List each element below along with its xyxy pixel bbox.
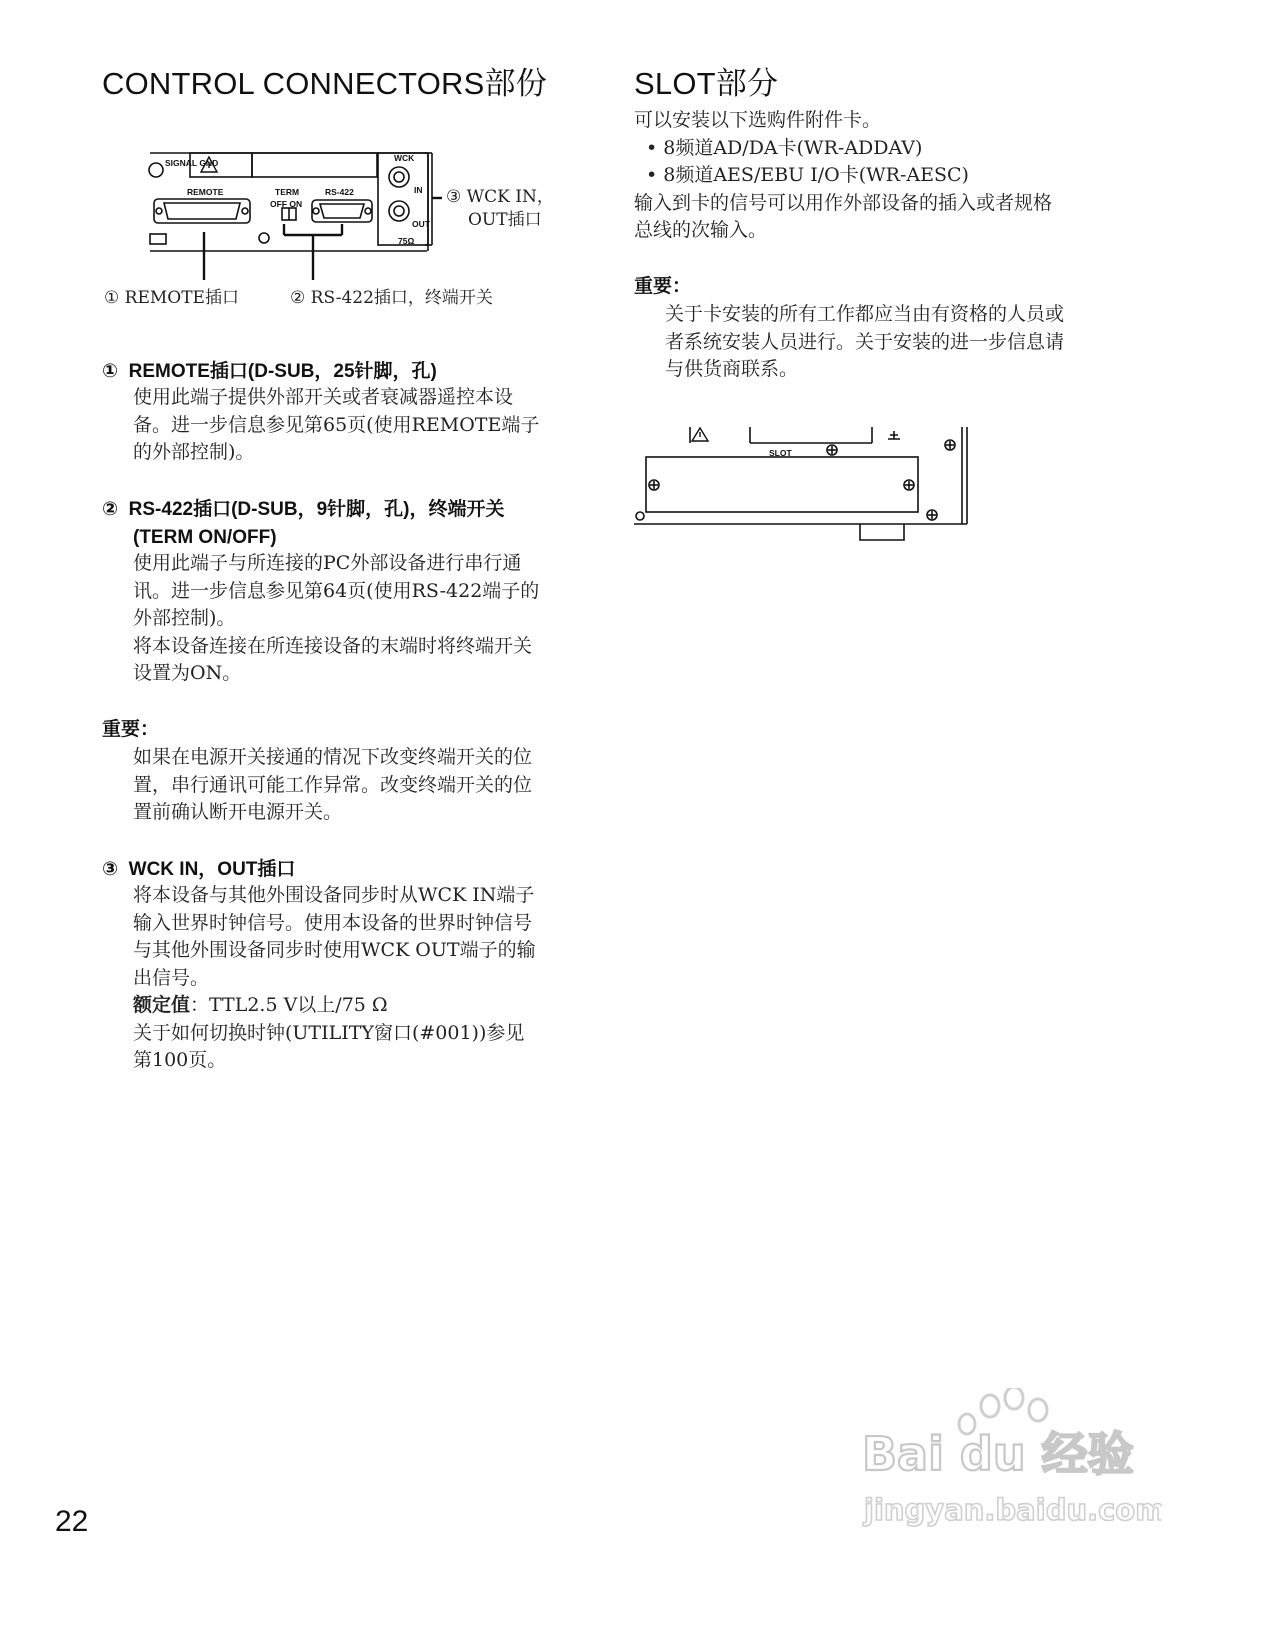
signal-gnd-terminal <box>149 163 163 177</box>
callout-rs422: ② RS-422插口，终端开关 <box>290 288 493 308</box>
term-panel-label: TERM <box>275 187 300 197</box>
watermark-brand: Bai du 经验 <box>862 1427 1134 1481</box>
important-body-left: 如果在电源开关接通的情况下改变终端开关的位 置，串行通讯可能工作异常。改变终端开关的位 置前确认断开电源开关。 <box>133 746 533 823</box>
rating-value: ：TTL2.5 V以上/75 Ω <box>190 994 388 1016</box>
section-title-slot: SLOT部分 <box>634 66 779 101</box>
slot-diagram <box>632 425 977 550</box>
rs422-panel-label: RS-422 <box>325 187 354 197</box>
wck-in-connector <box>389 167 409 187</box>
wck-out-connector <box>389 201 409 221</box>
baidu-watermark <box>862 1388 1162 1538</box>
watermark-url: jingyan.baidu.com <box>864 1493 1162 1527</box>
slot-panel-label: SLOT <box>769 448 792 458</box>
off-on-panel-label: OFF ON <box>270 199 303 209</box>
remote-panel-label: REMOTE <box>187 187 224 197</box>
ohm-panel-label: 75Ω <box>398 236 415 246</box>
item3-body: 将本设备与其他外围设备同步时从WCK IN端子 输入世界时钟信号。使用本设备的世界时钟信号 与其他外围设备同步时使用WCK OUT端子的输 出信号。 额定值：TTL2.5 V以上/75 Ω 关于如何切换时钟(UTILITY窗口(#001))参见 第100页。 <box>133 884 536 1071</box>
important-heading-left: 重要： <box>102 719 160 740</box>
section-title-control-connectors: CONTROL CONNECTORS部份 <box>102 66 547 101</box>
out-panel-label: OUT <box>412 219 430 229</box>
bullet-addav: • 8频道AD/DA卡(WR-ADDAV) <box>646 136 923 159</box>
item2-heading: ② RS-422插口(D-SUB，9针脚，孔)，终端开关 (TERM ON/OFF) <box>102 498 505 548</box>
page-number: 22 <box>55 1505 89 1538</box>
bullet-aesc: • 8频道AES/EBU I/O卡(WR-AESC) <box>646 164 969 186</box>
option-slot-cover <box>646 457 918 512</box>
in-panel-label: IN <box>414 185 423 195</box>
item2-body: 使用此端子与所连接的PC外部设备进行串行通 讯。进一步信息参见第64页(使用RS-422端子的 外部控制)。 将本设备连接在所连接设备的末端时将终端开关 设置为ON。 <box>133 552 540 684</box>
item1-body: 使用此端子提供外部开关或者衰减器遥控本设 备。进一步信息参见第65页(使用REMOTE端子 的外部控制)。 <box>133 386 540 463</box>
signal-gnd-label: SIGNAL GND <box>165 158 219 168</box>
important-heading-right: 重要： <box>634 276 692 297</box>
rating-label: 额定值 <box>133 995 191 1016</box>
wck-panel-label: WCK <box>394 153 415 163</box>
slot-body: 可以安装以下选购件附件卡。 • 8频道AD/DA卡(WR-ADDAV) • 8频道AES/EBU I/O卡(WR-AESC) 输入到卡的信号可以用作外部设备的插入或者规格 总线的次输入。 <box>634 109 1053 241</box>
important-body-right: 关于卡安装的所有工作都应当由有资格的人员或 者系统安装人员进行。关于安装的进一步信息请 与供货商联系。 <box>665 303 1065 380</box>
callout-wck: ③ WCK IN， OUT插口 <box>446 187 554 230</box>
callout-remote: ① REMOTE插口 <box>104 288 239 308</box>
item3-heading: ③ WCK IN，OUT插口 <box>102 858 296 880</box>
item1-heading: ① REMOTE插口(D-SUB，25针脚，孔) <box>102 360 437 382</box>
